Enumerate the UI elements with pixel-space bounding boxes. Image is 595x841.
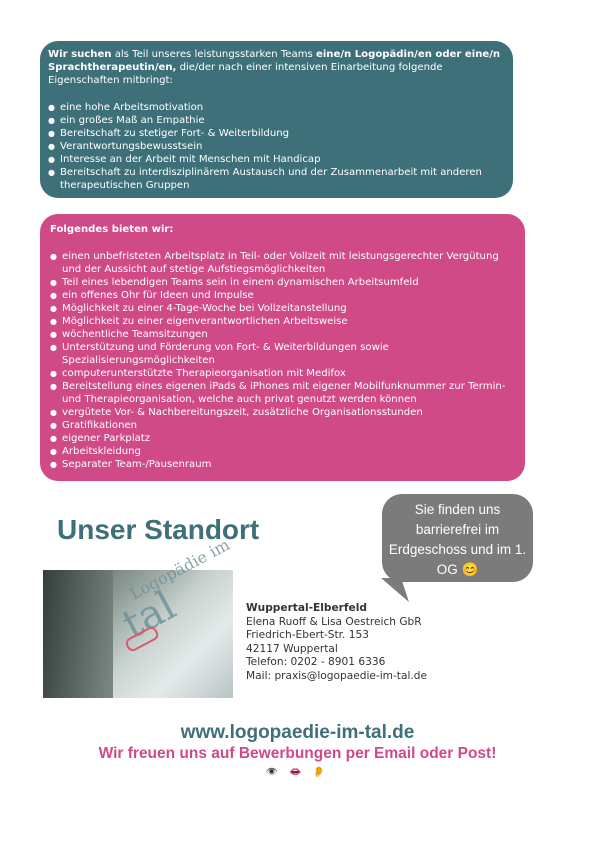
address-mail: Mail: praxis@logopaedie-im-tal.de bbox=[246, 669, 428, 682]
sign-text-top: Logopädie im bbox=[126, 534, 233, 604]
list-item: ● ein offenes Ohr für Ideen und Impulse bbox=[50, 289, 515, 302]
list-item: ● Arbeitskleidung bbox=[50, 445, 515, 458]
requirements-list bbox=[48, 101, 505, 192]
eye-mouth-ear-icons: 👁️ 👄 👂 bbox=[265, 767, 330, 778]
list-item: ● Separater Team-/Pausenraum bbox=[50, 458, 515, 471]
list-item: ● Bereitstellung eines eigenen iPads & iPhones mit eigener Mobilfunknummer zur Termin- und Therapieorganisation, welche auch privat genutzt werden können bbox=[50, 380, 515, 406]
intro-part: als Teil unseres leistungsstarken Teams bbox=[111, 49, 316, 60]
sign-text-main: tal bbox=[115, 582, 184, 649]
list-item: ● einen unbefristeten Arbeitsplatz in Teil- oder Vollzeit mit leistungsgerechter Vergütung und der Aussicht auf stetige Aufstiegsmöglichkeiten bbox=[50, 250, 515, 276]
list-item: ● Gratifikationen bbox=[50, 419, 515, 432]
location-heading: Unser Standort bbox=[57, 514, 260, 545]
requirements-box bbox=[40, 41, 513, 198]
practice-sign-photo bbox=[43, 534, 233, 698]
list-item: ● eigener Parkplatz bbox=[50, 432, 515, 445]
application-slogan: Wir freuen uns auf Bewerbungen per Email oder Post! bbox=[98, 745, 497, 762]
list-item: ● Möglichkeit zu einer eigenverantwortlichen Arbeitsweise bbox=[50, 315, 515, 328]
list-item: ● Bereitschaft zu interdisziplinärem Austausch und der Zusammenarbeit mit anderen therapeutischen Gruppen bbox=[48, 166, 505, 192]
list-item: ● Teil eines lebendigen Teams sein in einem dynamischen Arbeitsumfeld bbox=[50, 276, 515, 289]
benefits-list bbox=[50, 250, 515, 471]
list-item: ● eine hohe Arbeitsmotivation bbox=[48, 101, 505, 114]
list-item: ● ein großes Maß an Empathie bbox=[48, 114, 505, 127]
website-link[interactable]: www.logopaedie-im-tal.de bbox=[180, 722, 415, 743]
intro-part: die/der nach einer intensiven Einarbeitung folgende Eigenschaften mitbringt: bbox=[48, 62, 443, 86]
list-item: ● computerunterstützte Therapieorganisation mit Medifox bbox=[50, 367, 515, 380]
list-item: ● Bereitschaft zu stetiger Fort- & Weiterbildung bbox=[48, 127, 505, 140]
benefits-title: Folgendes bieten wir: bbox=[50, 224, 174, 235]
list-item: ● Interesse an der Arbeit mit Menschen mit Handicap bbox=[48, 153, 505, 166]
speech-bubble: Sie finden uns barrierefrei im Erdgeschoss und im 1. OG 😊 bbox=[382, 494, 533, 582]
intro-part: eine/n Logopädin/en oder eine/n Sprachtherapeutin/en, bbox=[48, 49, 501, 73]
list-item: ● Unterstützung und Förderung von Fort- & Weiterbildungen sowie Spezialisierungsmöglichkeiten bbox=[50, 341, 515, 367]
address-street: Friedrich-Ebert-Str. 153 bbox=[246, 629, 370, 641]
intro-part: Wir suchen bbox=[48, 49, 112, 60]
address-owners: Elena Ruoff & Lisa Oestreich GbR bbox=[246, 615, 422, 628]
list-item: ● Verantwortungsbewusstsein bbox=[48, 140, 505, 153]
address-block bbox=[246, 602, 427, 683]
list-item: ● vergütete Vor- & Nachbereitungszeit, zusätzliche Organisationsstunden bbox=[50, 406, 515, 419]
address-city: 42117 Wuppertal bbox=[246, 642, 338, 655]
list-item: ● wöchentliche Teamsitzungen bbox=[50, 328, 515, 341]
requirements-intro bbox=[48, 48, 505, 87]
benefits-box bbox=[40, 214, 525, 481]
address-phone: Telefon: 0202 - 8901 6336 bbox=[246, 656, 386, 668]
list-item: ● Möglichkeit zu einer 4-Tage-Woche bei Vollzeitanstellung bbox=[50, 302, 515, 315]
address-name: Wuppertal-Elberfeld bbox=[246, 602, 367, 614]
photo-shadow bbox=[43, 570, 113, 698]
